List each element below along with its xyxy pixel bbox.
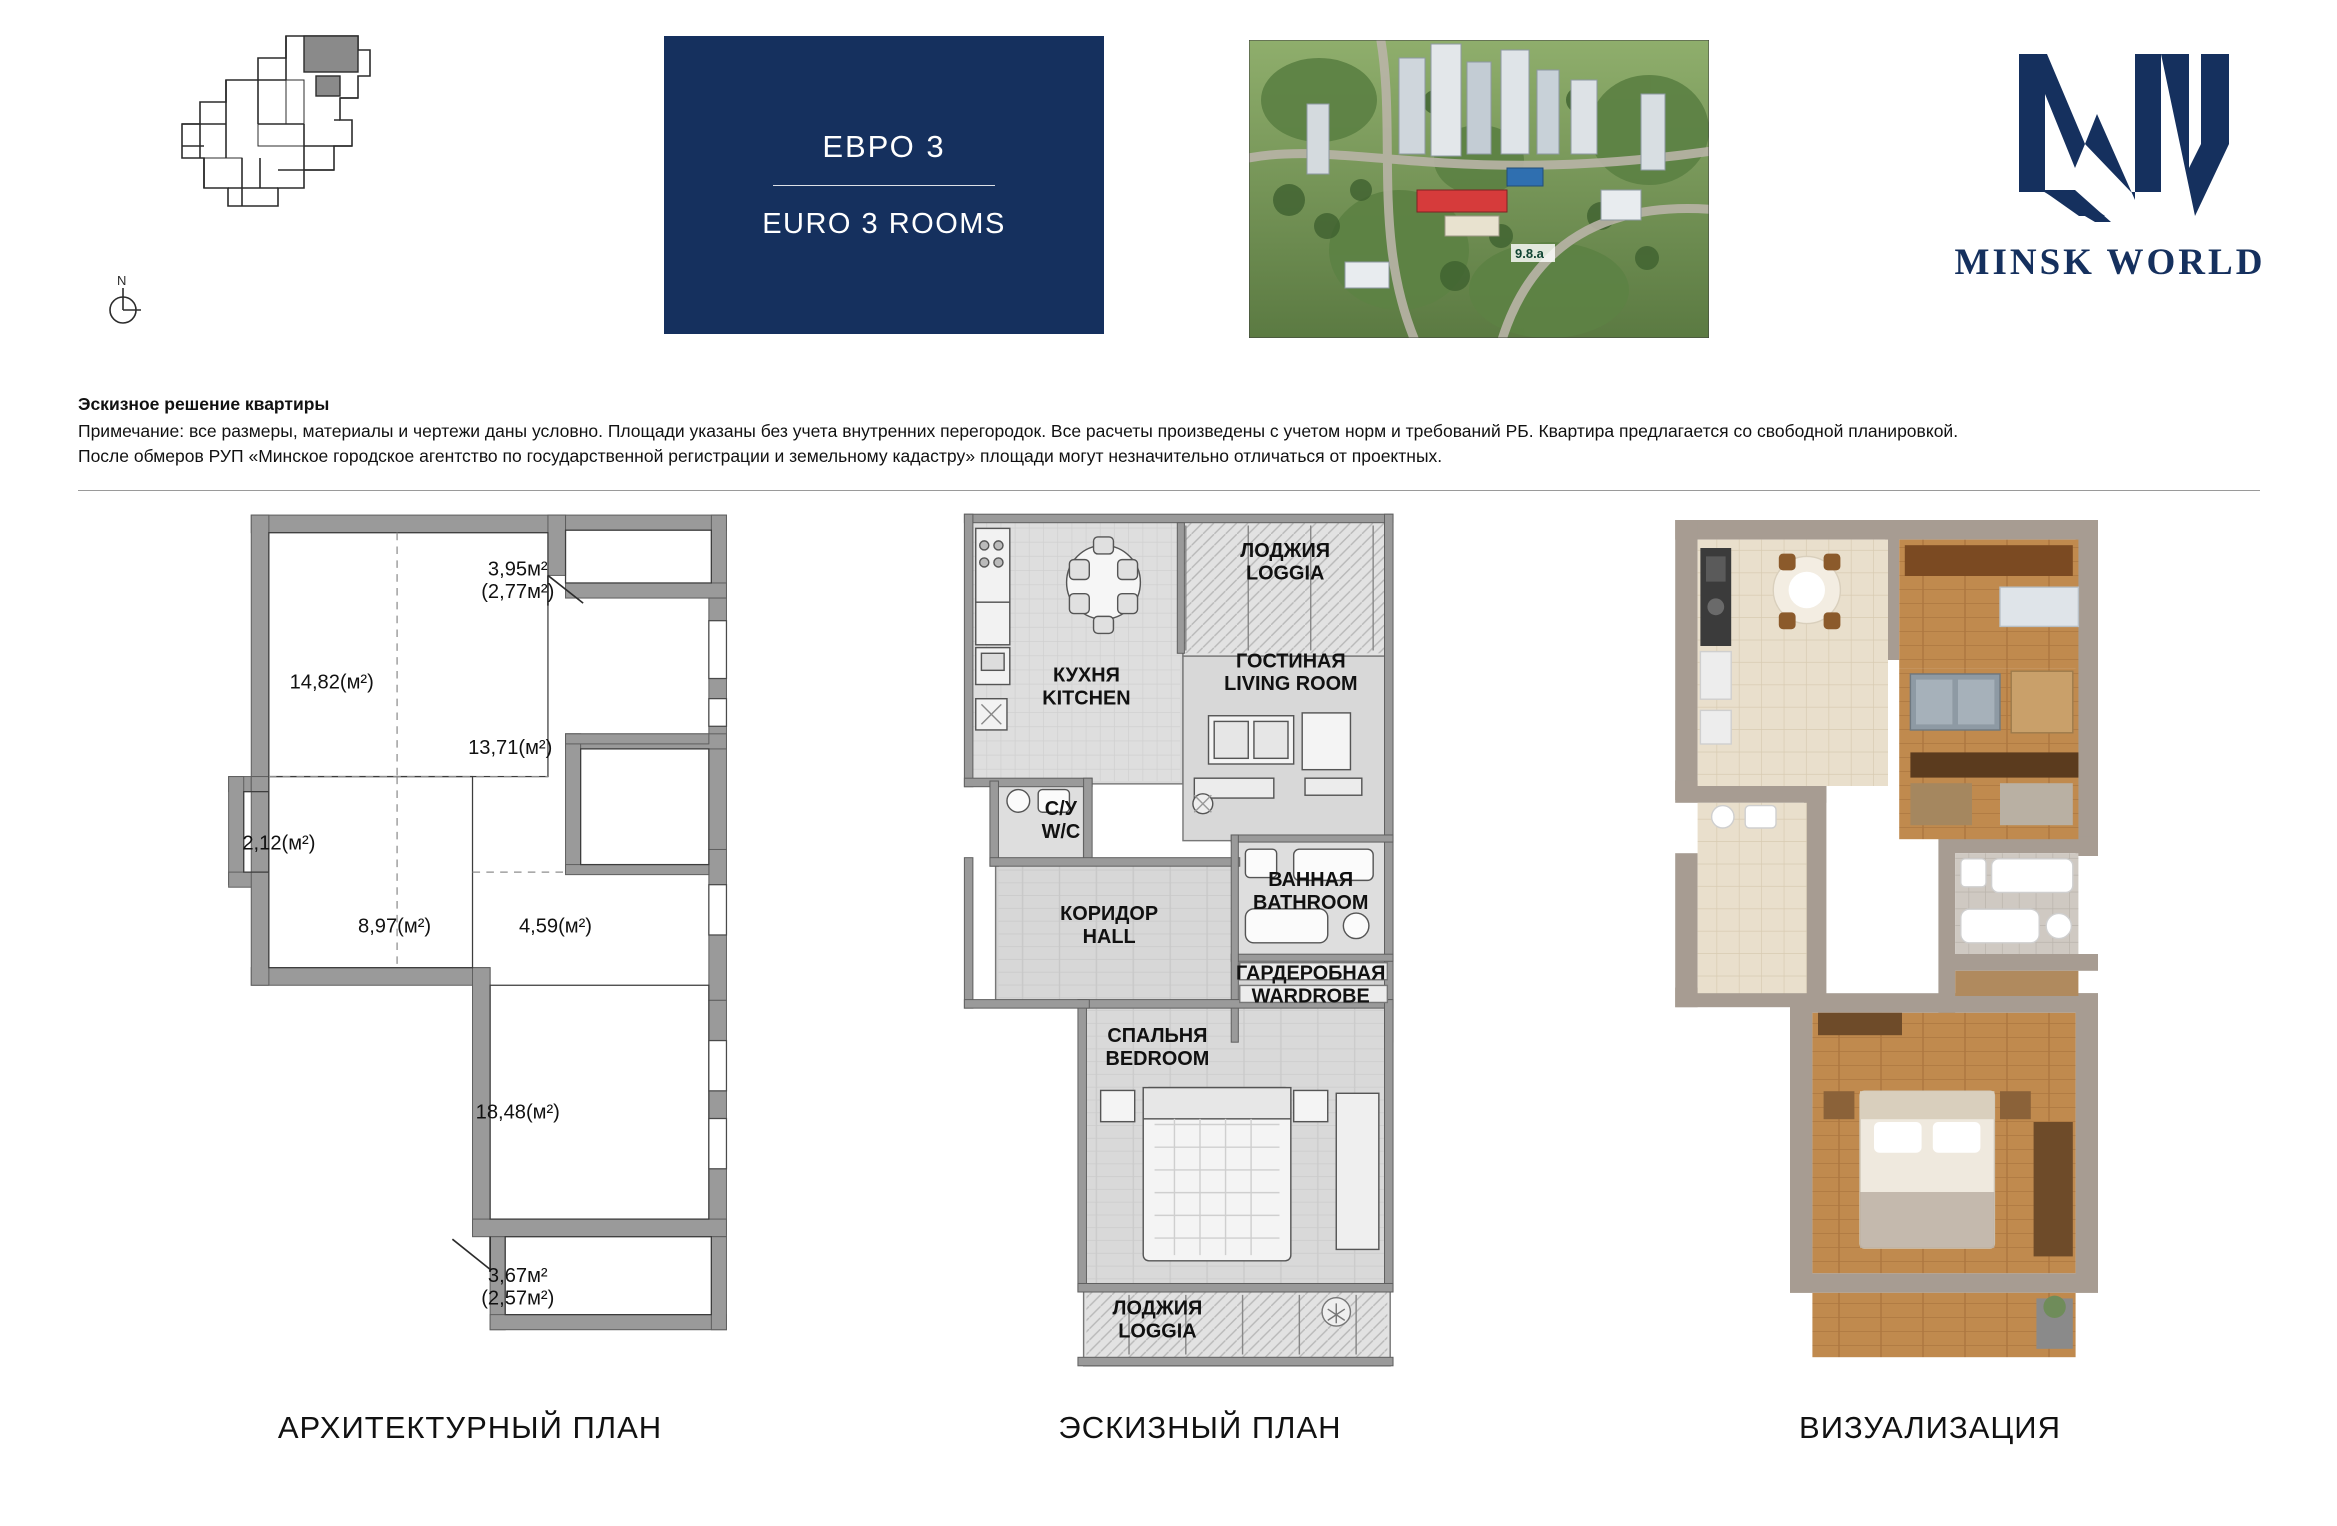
area-kitchen: 13,71(м²): [468, 736, 553, 759]
area-bathroom: 4,59(м²): [518, 915, 593, 938]
note-title: Эскизное решение квартиры: [78, 394, 330, 414]
disclaimer-note: [78, 392, 2258, 469]
room-bedroom-ru: СПАЛЬНЯ: [1107, 1025, 1208, 1048]
room-bedroom-en: BEDROOM: [1105, 1047, 1210, 1070]
area-hall: 8,97(м²): [358, 915, 432, 938]
room-loggia-top-ru: ЛОДЖИЯ: [1240, 539, 1331, 562]
room-loggia-bot-ru: ЛОДЖИЯ: [1112, 1297, 1203, 1320]
room-bathroom-en: BATHROOM: [1252, 891, 1369, 914]
room-loggia-bot-en: LOGGIA: [1118, 1320, 1197, 1343]
area-loggia-top-line1: 3,95м²: [487, 558, 548, 581]
mw-monogram-icon: [1945, 40, 2275, 230]
title-ru: ЕВРО 3: [822, 129, 946, 164]
apartment-type-title-box: [664, 36, 1104, 334]
room-kitchen-en: KITCHEN: [1042, 687, 1131, 710]
area-loggia-bot-line2: (2,57м²): [481, 1287, 555, 1310]
sketch-plan-drawing: [930, 500, 1470, 1380]
aerial-site-photo: [1249, 40, 1709, 338]
area-living: 14,82(м²): [289, 671, 374, 694]
area-wc: 2,12(м²): [242, 832, 316, 855]
aerial-plot-badge: 9.8.a: [1515, 246, 1544, 261]
room-loggia-top-en: LOGGIA: [1245, 562, 1325, 585]
visualization-3d-render: [1650, 500, 2210, 1380]
room-wc-ru: С/У: [1044, 798, 1078, 821]
logo-wordmark: MINSK WORLD: [1954, 242, 2266, 283]
building-key-plan: [108, 28, 438, 278]
sketch-plan-caption: ЭСКИЗНЫЙ ПЛАН: [1058, 1410, 1342, 1445]
room-living-ru: ГОСТИНАЯ: [1236, 650, 1346, 673]
architectural-plan-panel: [120, 500, 820, 1480]
room-hall-en: HALL: [1082, 925, 1136, 948]
page-header: [0, 0, 2337, 370]
sketch-plan-panel: [930, 500, 1470, 1480]
room-bathroom-ru: ВАННАЯ: [1268, 869, 1354, 892]
room-wardrobe-en: WARDROBE: [1251, 985, 1370, 1008]
minsk-world-logo: [1945, 40, 2275, 320]
note-line-2: После обмеров РУП «Минское городское агентство по государственной регистрации и земельному кадастру» площади могут незначительно отличаться от проектных.: [78, 445, 1443, 466]
title-en: EURO 3 ROOMS: [762, 208, 1006, 240]
visualization-panel: [1650, 500, 2210, 1480]
compass-rose: [95, 272, 155, 332]
compass-north-label: N: [117, 273, 127, 288]
area-labels: [242, 558, 592, 1309]
header-divider: [78, 490, 2260, 491]
room-wardrobe-ru: ГАРДЕРОБНАЯ: [1236, 962, 1386, 985]
room-hall-ru: КОРИДОР: [1060, 903, 1159, 926]
room-wc-en: W/C: [1041, 820, 1081, 843]
room-kitchen-ru: КУХНЯ: [1053, 664, 1120, 687]
area-loggia-top-line2: (2,77м²): [481, 581, 555, 604]
room-living-en: LIVING ROOM: [1224, 673, 1358, 696]
area-bedroom: 18,48(м²): [475, 1101, 560, 1124]
architectural-plan-drawing: [120, 500, 820, 1380]
area-loggia-bot-line1: 3,67м²: [487, 1264, 548, 1287]
visualization-caption: ВИЗУАЛИЗАЦИЯ: [1799, 1410, 2061, 1445]
note-line-1: Примечание: все размеры, материалы и чертежи даны условно. Площади указаны без учета внутренних перегородок. Все расчеты произведены с учетом норм и требований РБ. Квартира предлагается со свободной планировкой.: [78, 420, 1959, 441]
architectural-plan-caption: АРХИТЕКТУРНЫЙ ПЛАН: [277, 1410, 663, 1445]
title-divider: [773, 185, 995, 186]
